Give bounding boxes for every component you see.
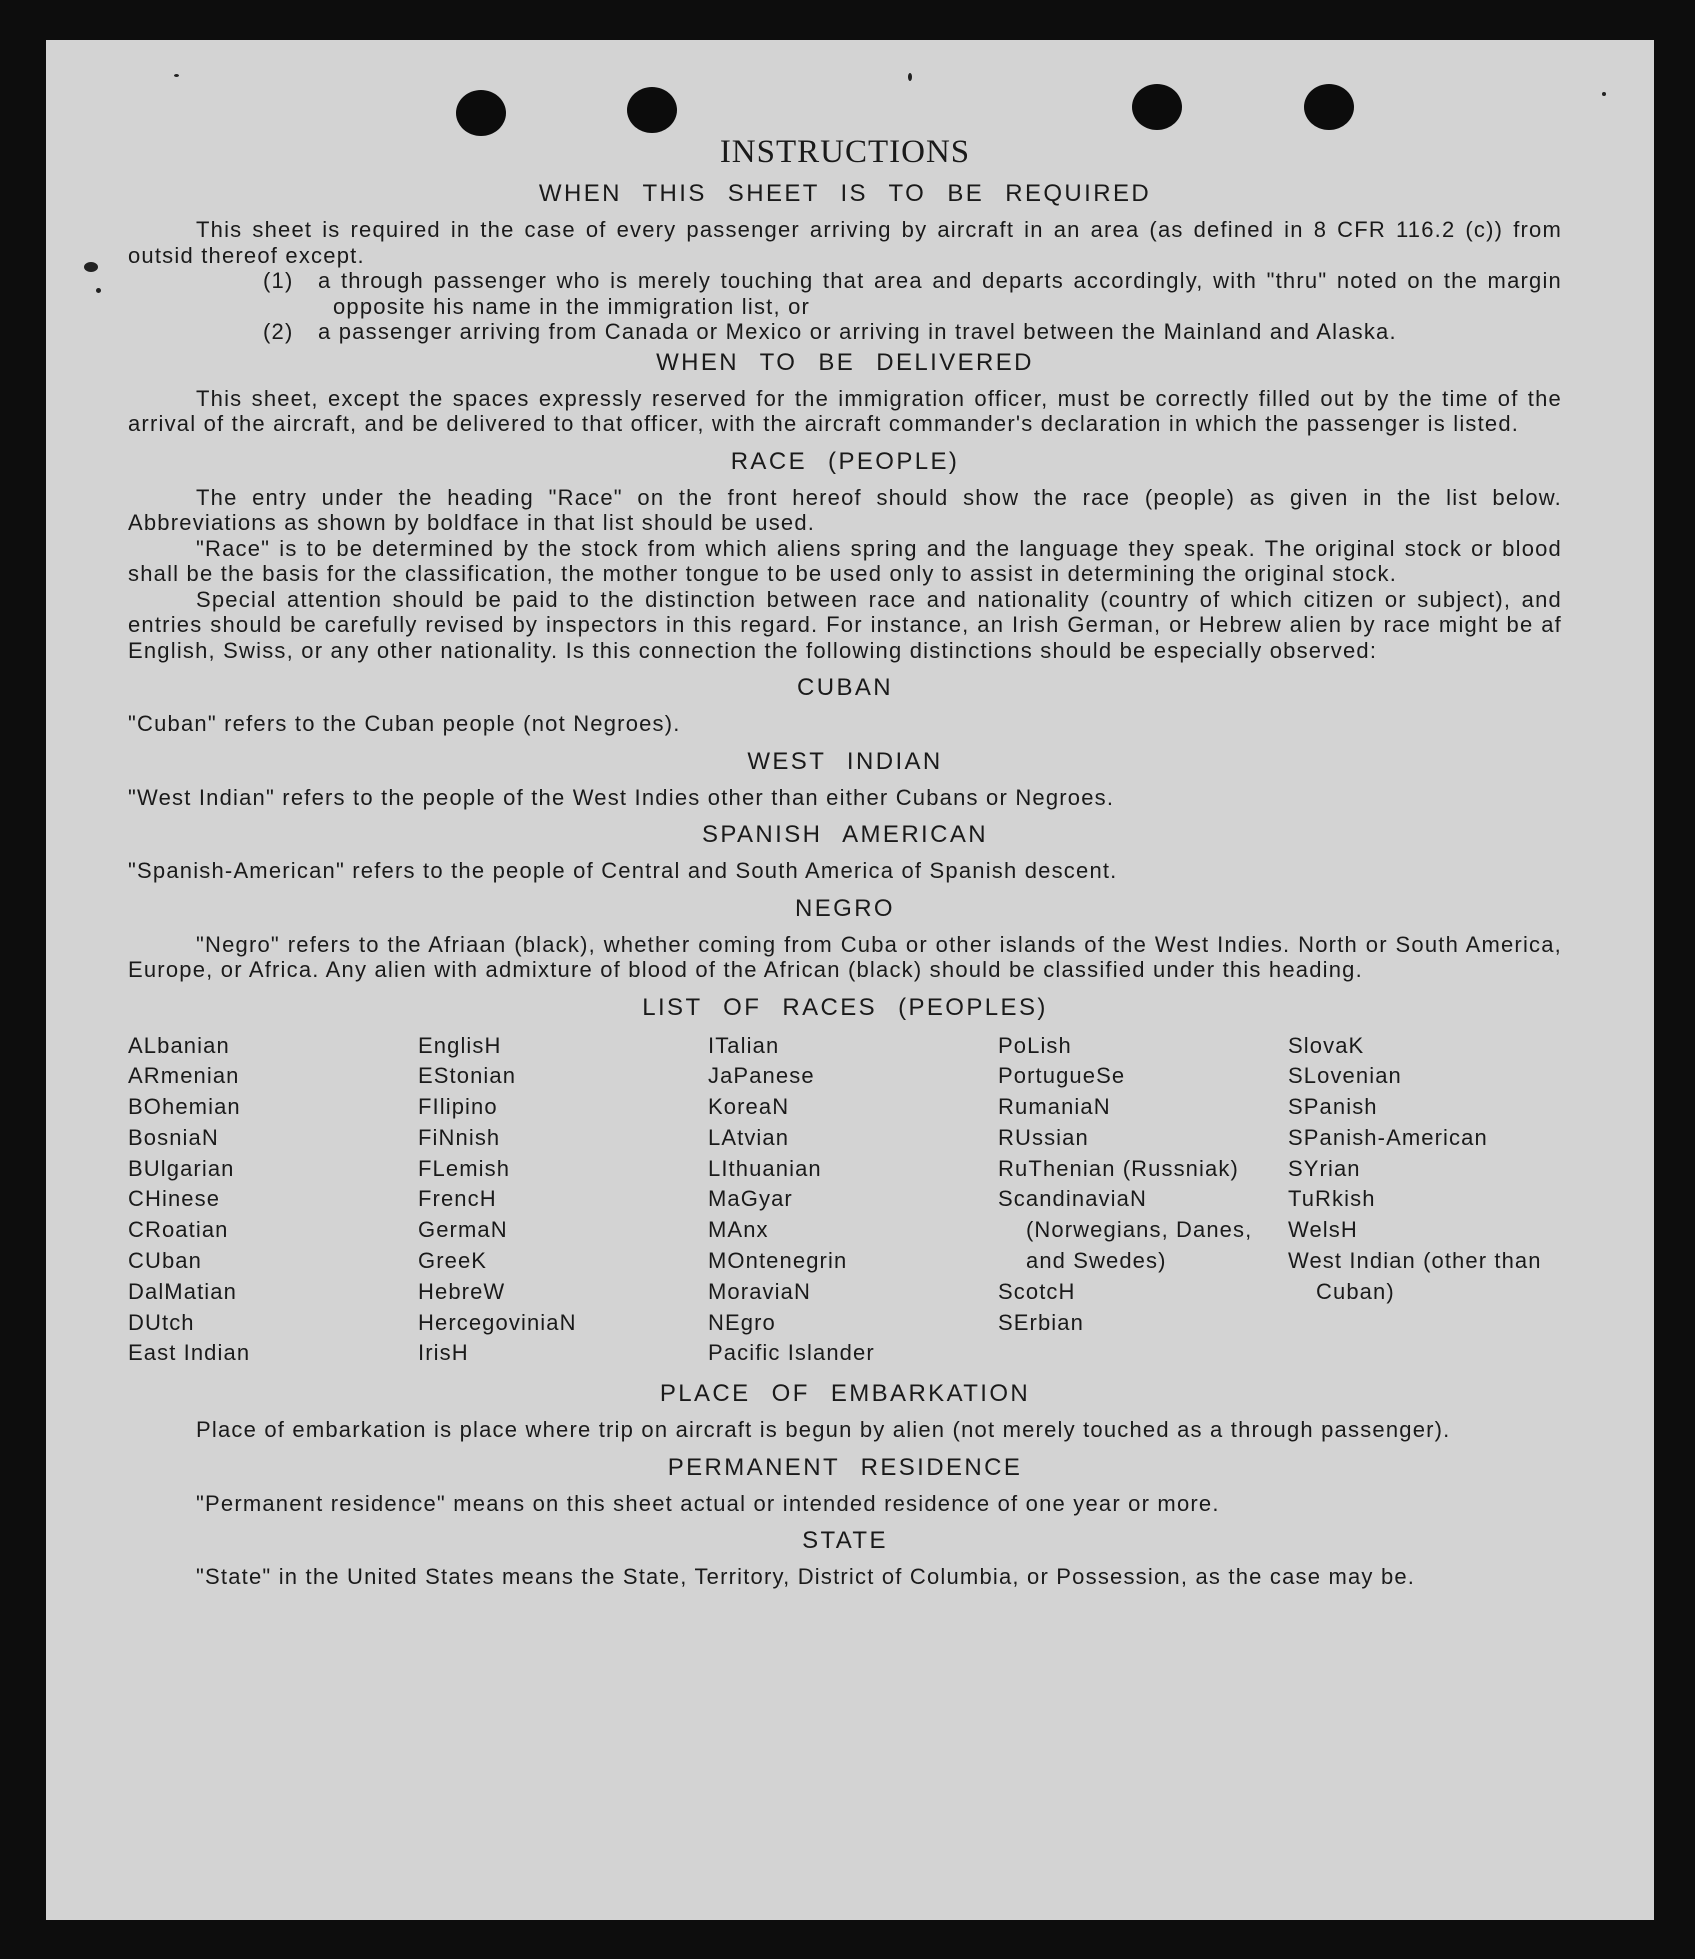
race-item: FiNnish <box>418 1124 501 1150</box>
paragraph-west-indian: "West Indian" refers to the people of the West Indies other than either Cubans or Negroes. <box>128 784 1115 810</box>
race-item: FLemish <box>418 1155 511 1181</box>
race-item: MOntenegrin <box>708 1248 848 1274</box>
race-item: NEgro <box>708 1309 776 1335</box>
race-item: RumaniaN <box>998 1094 1111 1120</box>
punch-hole <box>456 90 506 136</box>
section-heading-spanish-american: SPANISH AMERICAN <box>701 821 988 848</box>
race-item: FIlipino <box>418 1094 498 1120</box>
paragraph-required: This sheet is required in the case of every passenger arriving by aircraft in an area (as defined in 8 CFR 116.2 (c)) from outsid thereof except. <box>128 217 1562 268</box>
punch-hole <box>1132 84 1182 130</box>
section-heading-race: RACE (PEOPLE) <box>730 447 960 475</box>
races-list <box>128 1031 1562 1370</box>
race-item: FrencH <box>418 1186 497 1212</box>
paragraph-spanish-american: "Spanish-American" refers to the people of Central and South America of Spanish descent. <box>128 858 1118 883</box>
race-item: BUlgarian <box>128 1155 235 1181</box>
exception-number: (2) <box>263 319 294 344</box>
race-item: RUssian <box>998 1124 1089 1150</box>
race-item: BOhemian <box>128 1094 241 1120</box>
instructions-content <box>128 132 1562 1590</box>
exception-number: (1) <box>263 268 294 293</box>
race-item: SLovenian <box>1288 1063 1402 1089</box>
section-heading-delivered: WHEN TO BE DELIVERED <box>656 348 1034 376</box>
race-item: LAtvian <box>708 1124 790 1150</box>
race-item: ScotcH <box>998 1278 1076 1304</box>
race-item: CHinese <box>128 1186 221 1212</box>
race-item: ALbanian <box>128 1032 230 1058</box>
section-heading-races-list: LIST OF RACES (PEOPLES) <box>642 993 1048 1021</box>
race-item: SlovaK <box>1288 1032 1365 1058</box>
race-item: EnglisH <box>418 1032 502 1058</box>
paragraph-residence: "Permanent residence" means on this sheet actual or intended residence of one year or more. <box>196 1490 1220 1516</box>
race-item: SErbian <box>998 1309 1084 1335</box>
race-item: GreeK <box>418 1248 488 1274</box>
speck <box>908 73 912 81</box>
race-item: PoLish <box>998 1032 1072 1058</box>
speck <box>174 74 179 77</box>
race-item: GermaN <box>418 1217 508 1243</box>
exception-text: a passenger arriving from Canada or Mexico or arriving in travel between the Mainland and Alaska. <box>318 319 1397 344</box>
race-item: WelsH <box>1288 1217 1358 1243</box>
race-item: MAnx <box>708 1217 769 1243</box>
punch-hole <box>1304 84 1354 130</box>
race-item: LIthuanian <box>708 1155 822 1181</box>
race-item: IrisH <box>418 1340 469 1366</box>
section-heading-state: STATE <box>802 1527 888 1555</box>
race-item: TuRkish <box>1288 1186 1376 1212</box>
exception-item <box>263 319 1562 345</box>
paragraph-race: The entry under the heading "Race" on the front hereof should show the race (people) as given in the list below. Abbreviations as shown by boldface in that list should be used. <box>128 484 1562 535</box>
races-column <box>1288 1031 1572 1370</box>
paragraph-cuban: "Cuban" refers to the Cuban people (not Negroes). <box>128 711 681 736</box>
race-item: RuThenian (Russniak) <box>998 1155 1239 1181</box>
race-item: SYrian <box>1288 1155 1361 1181</box>
races-column <box>418 1031 708 1370</box>
race-item: KoreaN <box>708 1094 790 1120</box>
exception-text: a through passenger who is merely touching that area and departs accordingly, with "thru" noted on the margin opposite his name in the immigration list, or <box>318 268 1562 319</box>
race-item: MaGyar <box>708 1186 793 1212</box>
race-item: MoraviaN <box>708 1278 811 1304</box>
race-item: DUtch <box>128 1309 195 1335</box>
race-item: HercegoviniaN <box>418 1309 577 1335</box>
race-item: East Indian <box>128 1340 251 1366</box>
race-item: SPanish-American <box>1288 1124 1488 1150</box>
section-heading-required: WHEN THIS SHEET IS TO BE REQUIRED <box>538 180 1152 207</box>
punch-hole <box>627 87 677 133</box>
races-column <box>708 1031 998 1370</box>
race-item: CUban <box>128 1248 202 1274</box>
exception-item <box>263 268 1562 319</box>
paragraph-embarkation: Place of embarkation is place where trip on aircraft is begun by alien (not merely touched as a through passenger). <box>196 1417 1451 1443</box>
section-heading-residence: PERMANENT RESIDENCE <box>667 1453 1023 1481</box>
race-item: HebreW <box>418 1278 506 1304</box>
race-item: SPanish <box>1288 1094 1378 1120</box>
paragraph-race: "Race" is to be determined by the stock from which aliens spring and the language they speak. The original stock or blood shall be the basis for the classification, the mother tongue to be used only to assist in determining the original stock. <box>128 535 1562 586</box>
paragraph-race: Special attention should be paid to the distinction between race and nationality (country of which citizen or subject), and entries should be carefully revised by inspectors in this regard. For instance, an Irish German, or Hebrew alien by race might be af English, Swiss, or any other nationality. Is this connection the following distinctions should be especially observed: <box>128 586 1562 663</box>
race-item: ITalian <box>708 1032 780 1058</box>
page-title: INSTRUCTIONS <box>719 134 971 170</box>
races-column <box>998 1031 1288 1370</box>
race-item: West Indian (other than Cuban) <box>1288 1248 1542 1304</box>
speck <box>84 262 98 272</box>
paragraph-delivered: This sheet, except the spaces expressly reserved for the immigration officer, must be correctly filled out by the time of the arrival of the aircraft, and be delivered to that officer, with the aircraft commander's declaration in which the passenger is listed. <box>128 385 1562 436</box>
document-sheet <box>46 40 1654 1920</box>
race-item: BosniaN <box>128 1124 219 1150</box>
speck <box>96 288 101 293</box>
race-item: JaPanese <box>708 1063 815 1089</box>
races-column <box>128 1031 418 1370</box>
race-item: ScandinaviaN (Norwegians, Danes, and Swedes) <box>998 1186 1253 1274</box>
race-item: EStonian <box>418 1063 517 1089</box>
race-item: CRoatian <box>128 1217 229 1243</box>
race-item: PortugueSe <box>998 1063 1126 1089</box>
section-heading-negro: NEGRO <box>794 894 895 922</box>
race-item: Pacific Islander <box>708 1340 875 1366</box>
race-item: DalMatian <box>128 1278 237 1304</box>
paragraph-state: "State" in the United States means the State, Territory, District of Columbia, or Possession, as the case may be. <box>196 1564 1416 1590</box>
section-heading-cuban: CUBAN <box>796 674 893 701</box>
section-heading-west-indian: WEST INDIAN <box>747 747 943 775</box>
section-heading-embarkation: PLACE OF EMBARKATION <box>659 1380 1031 1408</box>
speck <box>1602 92 1606 96</box>
race-item: ARmenian <box>128 1063 240 1089</box>
paragraph-negro: "Negro" refers to the Afriaan (black), whether coming from Cuba or other islands of the West Indies. North or South America, Europe, or Africa. Any alien with admixture of blood of the African (black) should be classified under this heading. <box>128 931 1562 982</box>
